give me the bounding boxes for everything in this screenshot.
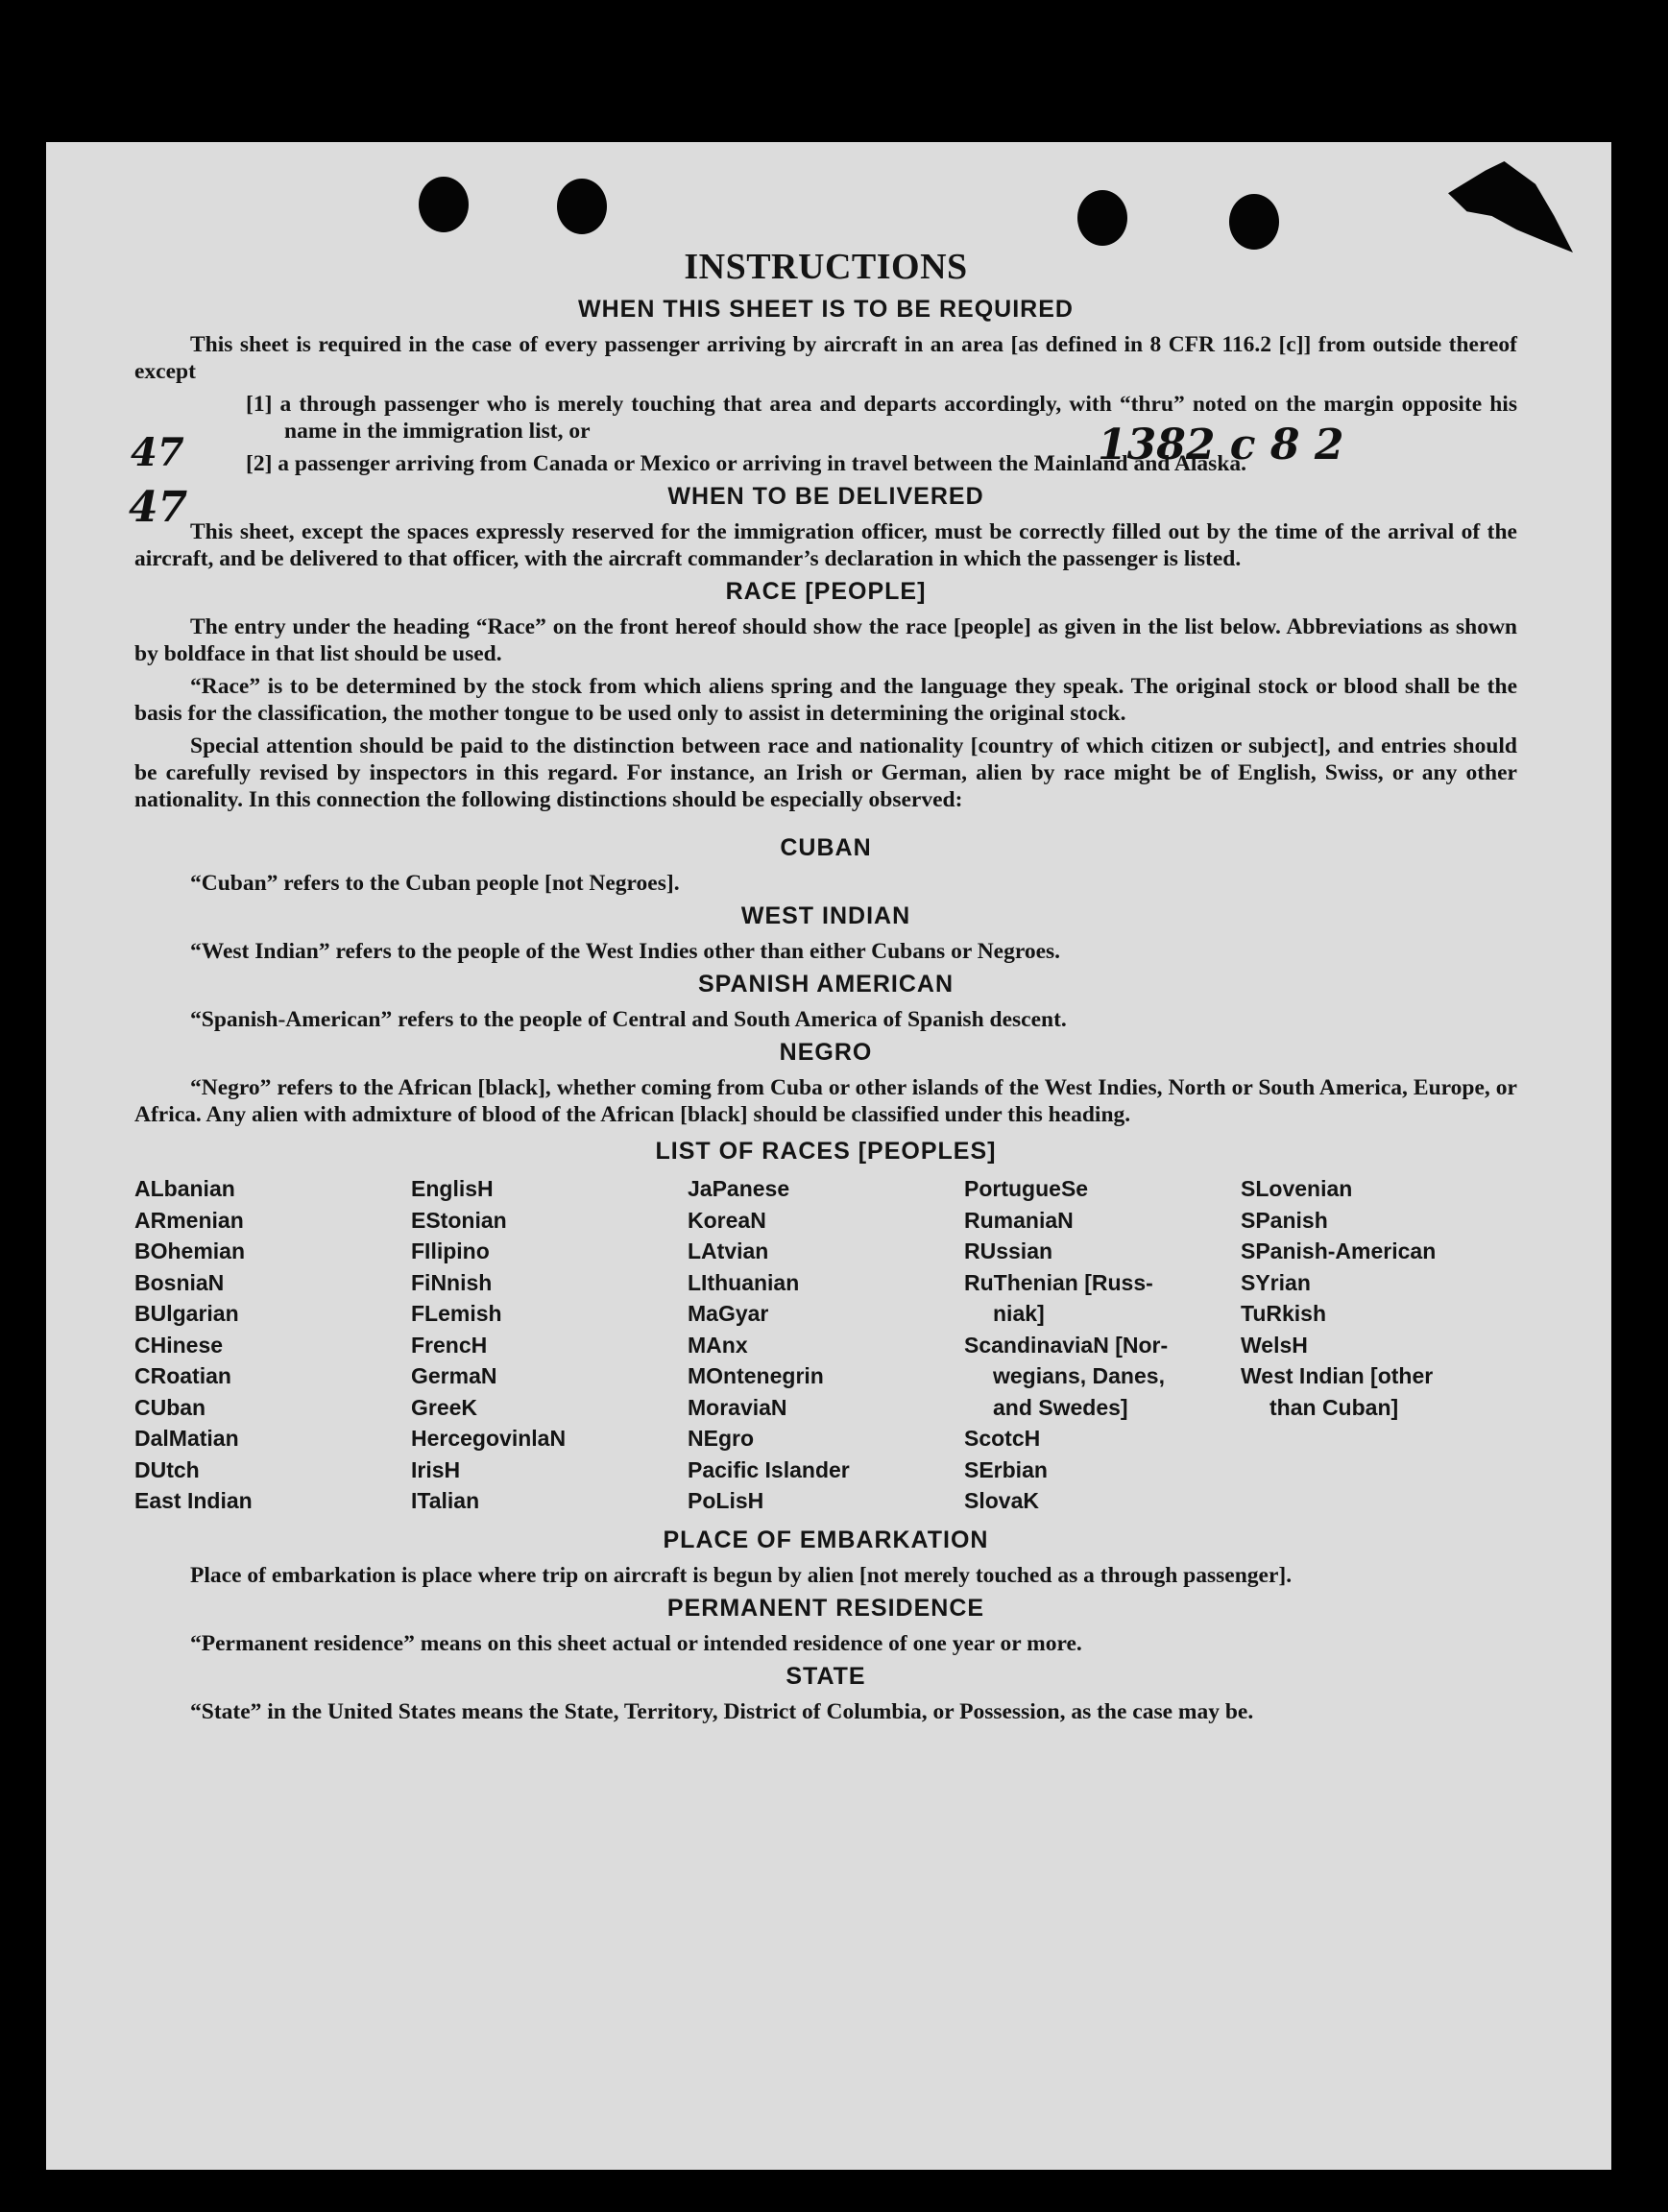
exception-item: [1] a through passenger who is merely touching that area and departs accordingly, with “thru” noted on the margin opposite his name in the immigration list, or — [246, 392, 1517, 444]
punch-hole — [1077, 190, 1127, 246]
races-column — [1241, 1173, 1517, 1517]
section-race — [134, 578, 1517, 813]
section-embarkation — [134, 1527, 1517, 1589]
race-item: ScandinaviaN [Nor- — [964, 1332, 1169, 1358]
paragraph: Place of embarkation is place where trip on aircraft is begun by alien [not merely touched as a through passenger]. — [190, 1562, 1293, 1588]
race-item: RumaniaN — [964, 1207, 1074, 1233]
race-item: West Indian [other — [1241, 1363, 1434, 1388]
race-item: MoraviaN — [688, 1394, 787, 1420]
race-item: MAnx — [688, 1332, 748, 1358]
race-item: ScotcH — [964, 1426, 1041, 1451]
race-item: HercegovinlaN — [411, 1426, 567, 1451]
race-item: FrencH — [411, 1332, 488, 1358]
race-item: Pacific Islander — [688, 1456, 850, 1482]
race-item: than Cuban] — [1269, 1394, 1399, 1420]
race-item: wegians, Danes, — [993, 1363, 1165, 1388]
paragraph: The entry under the heading “Race” on the front hereof should show the race [people] as given in the list below. Abbreviations as shown by boldface in that list should be used. — [134, 614, 1517, 666]
race-item: PortugueSe — [964, 1176, 1089, 1201]
section-races-list — [134, 1138, 1517, 1517]
section-heading: WHEN THIS SHEET IS TO BE REQUIRED — [578, 296, 1074, 323]
section-heading: NEGRO — [779, 1039, 873, 1066]
race-item: EStonian — [411, 1207, 507, 1233]
race-item: CRoatian — [134, 1363, 231, 1388]
race-item: CHinese — [134, 1332, 224, 1358]
page-title: INSTRUCTIONS — [684, 247, 968, 287]
race-item: BUlgarian — [134, 1301, 239, 1326]
race-item: ARmenian — [134, 1207, 244, 1233]
race-item: GreeK — [411, 1394, 478, 1420]
race-item: FLemish — [411, 1301, 502, 1326]
races-column — [964, 1173, 1241, 1517]
race-item: LAtvian — [688, 1238, 769, 1263]
handwritten-mark: 1382 c 8 2 — [1098, 421, 1344, 469]
section-state — [134, 1663, 1517, 1725]
race-item: BosniaN — [134, 1269, 225, 1295]
race-item: IrisH — [411, 1456, 461, 1482]
race-item: SPanish-American — [1241, 1238, 1437, 1263]
punch-hole — [419, 177, 469, 232]
punch-hole — [1229, 194, 1279, 250]
section-heading: STATE — [786, 1662, 866, 1690]
race-item: SPanish — [1241, 1207, 1328, 1233]
race-item: EnglisH — [411, 1176, 494, 1201]
paragraph: “Negro” refers to the African [black], whether coming from Cuba or other islands of the West Indies, North or South America, Europe, or Africa. Any alien with admixture of blood of the African [black] should be classified under this heading. — [134, 1075, 1517, 1127]
paragraph: Special attention should be paid to the distinction between race and nationality [country of which citizen or subject], and entries should be carefully revised by inspectors in this regard. For instance, an Irish or German, alien by race might be of English, Swiss, or any other nationality. In this connection the following distinctions should be especially observed: — [134, 733, 1517, 812]
exception-item: [2] a passenger arriving from Canada or Mexico or arriving in travel between the Mainland and Alaska. — [246, 451, 1247, 476]
race-item: WelsH — [1241, 1332, 1308, 1358]
race-item: BOhemian — [134, 1238, 246, 1263]
race-item: TuRkish — [1241, 1301, 1327, 1326]
paragraph: “Spanish-American” refers to the people of Central and South America of Spanish descent. — [190, 1007, 1067, 1032]
torn-corner — [1448, 161, 1573, 252]
race-item: FiNnish — [411, 1269, 493, 1295]
race-item: RuThenian [Russ- — [964, 1269, 1153, 1295]
section-heading: PERMANENT RESIDENCE — [666, 1594, 985, 1622]
race-item: SErbian — [964, 1456, 1048, 1482]
race-item: and Swedes] — [993, 1394, 1128, 1420]
section-spanish-american — [134, 971, 1517, 1033]
handwritten-mark: 47 — [131, 430, 184, 475]
race-item: DalMatian — [134, 1426, 239, 1451]
paragraph: “Race” is to be determined by the stock from which aliens spring and the language they speak. The original stock or blood shall be the basis for the classification, the mother tongue to be used only to assist in determining the original stock. — [134, 674, 1517, 726]
race-item: NEgro — [688, 1426, 754, 1451]
section-delivered — [134, 483, 1517, 572]
paragraph: “State” in the United States means the State, Territory, District of Columbia, or Possession, as the case may be. — [190, 1698, 1254, 1724]
section-required — [134, 296, 1517, 477]
section-cuban — [134, 834, 1517, 897]
section-heading: CUBAN — [780, 834, 872, 861]
race-item: FIlipino — [411, 1238, 490, 1263]
instructions-content — [134, 246, 1517, 1731]
race-item: MOntenegrin — [688, 1363, 824, 1388]
section-west-indian — [134, 902, 1517, 965]
section-heading: WHEN TO BE DELIVERED — [667, 483, 984, 510]
section-heading: RACE [PEOPLE] — [725, 578, 927, 605]
race-item: PoLisH — [688, 1488, 764, 1513]
race-item: CUban — [134, 1394, 206, 1420]
punch-hole — [557, 179, 607, 234]
race-item: SlovaK — [964, 1488, 1039, 1513]
races-table — [134, 1173, 1517, 1517]
section-heading: LIST OF RACES [PEOPLES] — [655, 1138, 997, 1165]
paragraph: “Permanent residence” means on this sheet actual or intended residence of one year or more. — [190, 1630, 1082, 1656]
race-item: SYrian — [1241, 1269, 1311, 1295]
races-column — [688, 1173, 964, 1517]
paragraph: “West Indian” refers to the people of the West Indies other than either Cubans or Negroes. — [190, 939, 1061, 964]
section-heading: PLACE OF EMBARKATION — [663, 1526, 989, 1553]
race-item: LIthuanian — [688, 1269, 800, 1295]
section-heading: WEST INDIAN — [740, 902, 911, 929]
races-column — [411, 1173, 688, 1517]
paragraph: This sheet is required in the case of every passenger arriving by aircraft in an area [as defined in 8 CFR 116.2 [c]] from outside thereof except — [134, 332, 1517, 384]
race-item: niak] — [993, 1301, 1045, 1326]
race-item: East Indian — [134, 1488, 253, 1513]
paragraph: This sheet, except the spaces expressly reserved for the immigration officer, must be correctly filled out by the time of the arrival of the aircraft, and be delivered to that officer, with the aircraft commander’s declaration in which the passenger is listed. — [134, 519, 1517, 571]
race-item: ITalian — [411, 1488, 480, 1513]
race-item: DUtch — [134, 1456, 200, 1482]
race-item: MaGyar — [688, 1301, 769, 1326]
section-negro — [134, 1039, 1517, 1128]
race-item: GermaN — [411, 1363, 497, 1388]
document-sheet — [46, 142, 1611, 2170]
race-item: ALbanian — [134, 1176, 235, 1201]
races-column — [134, 1173, 411, 1517]
race-item: SLovenian — [1241, 1176, 1353, 1201]
paragraph: “Cuban” refers to the Cuban people [not Negroes]. — [190, 871, 680, 896]
section-permanent-residence — [134, 1595, 1517, 1657]
handwritten-mark: 47 — [129, 483, 188, 532]
race-item: KoreaN — [688, 1207, 766, 1233]
race-item: RUssian — [964, 1238, 1053, 1263]
race-item: JaPanese — [688, 1176, 790, 1201]
section-heading: SPANISH AMERICAN — [697, 971, 954, 998]
